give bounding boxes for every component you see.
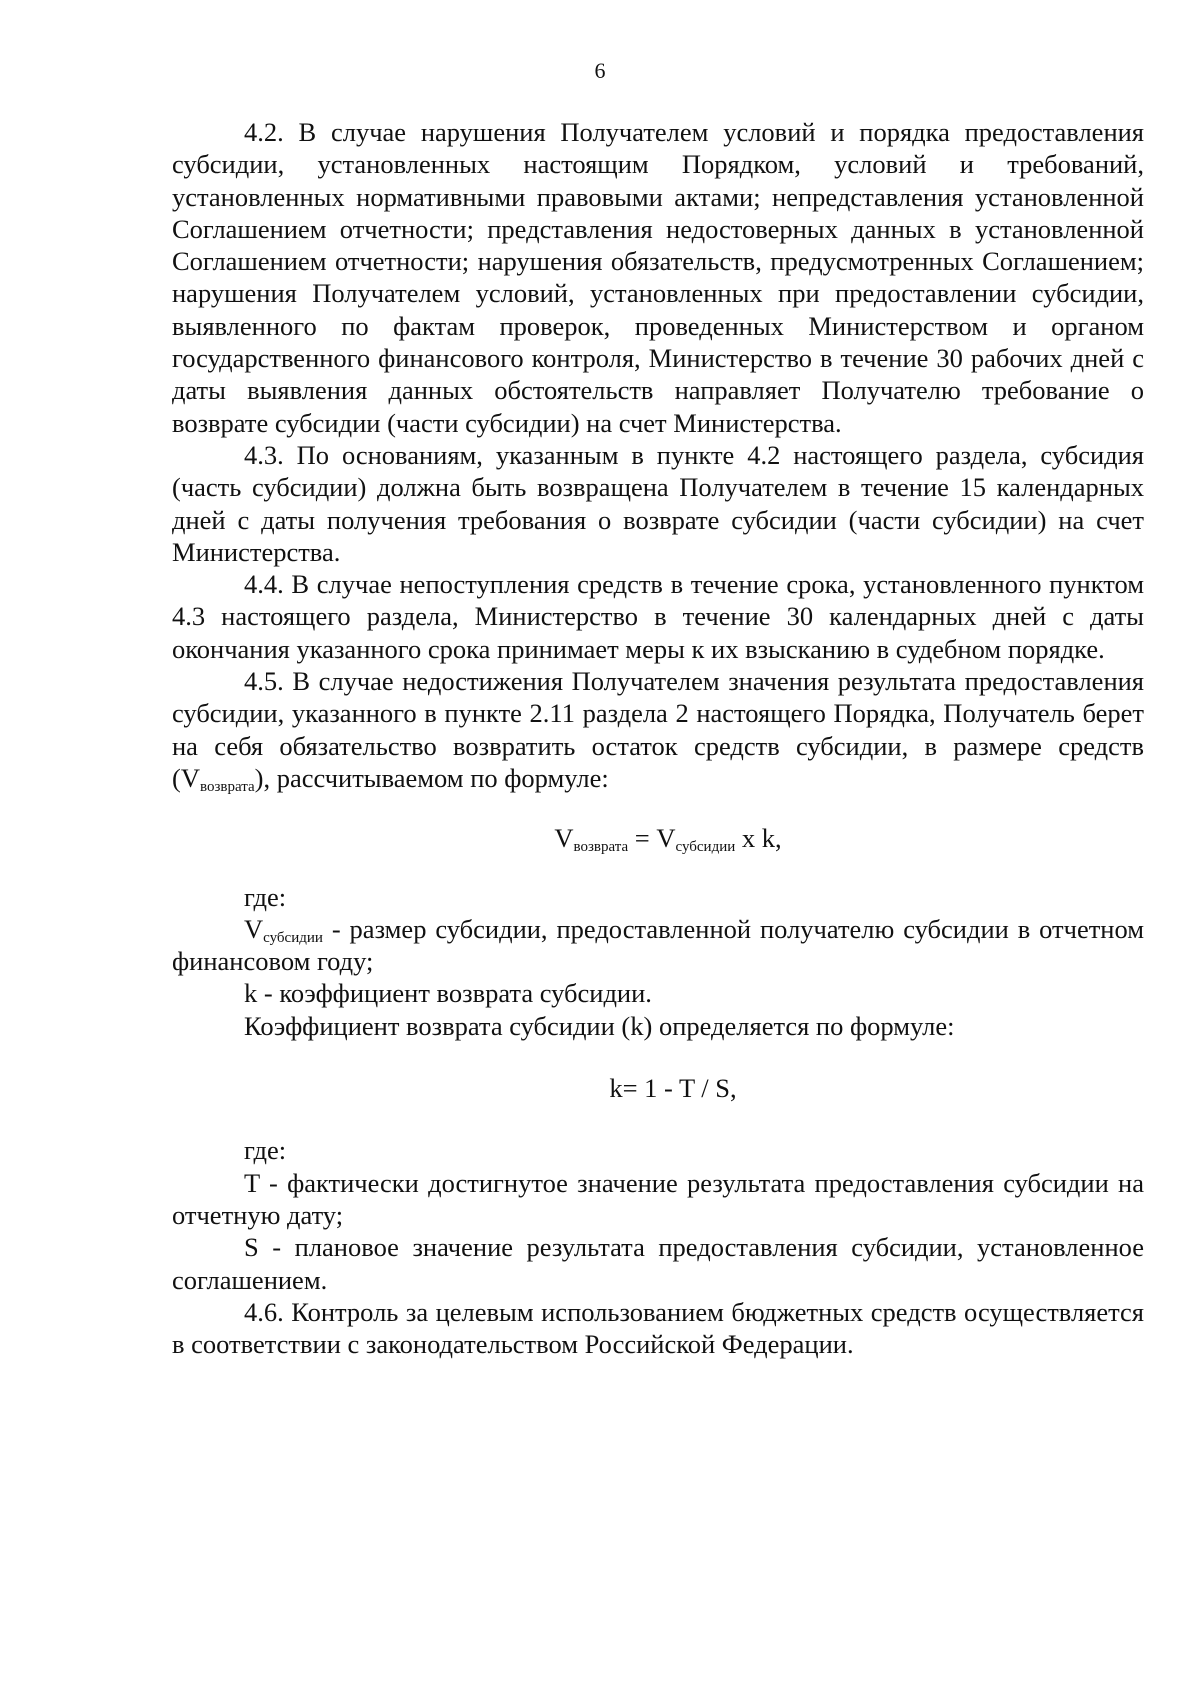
definition-v-text: - размер субсидии, предоставленной получателю субсидии в отчетном финансовом году; — [172, 913, 1144, 977]
formula-sub-return: возврата — [573, 839, 629, 856]
paragraph-4-5-text: 4.5. В случае недостижения Получателем значения результата предоставления субсидии, указанного в пункте 2.11 раздела 2 настоящего Порядка, Получатель берет на себя обязательство возвратить остаток средств субсидии, в размере средств (V — [172, 666, 1144, 793]
definition-v-subscript: субсидии — [263, 929, 323, 946]
paragraph-4-5-subscript: возврата — [199, 778, 255, 795]
definition-v-symbol: V — [244, 913, 264, 944]
document-body — [172, 116, 1144, 1360]
paragraph-4-5-tail: ), рассчитываемом по формуле: — [254, 762, 609, 793]
paragraph-4-6: 4.6. Контроль за целевым использованием бюджетных средств осуществляется в соответствии с законодательством Российской Федерации. — [172, 1296, 1144, 1360]
definition-k: k - коэффициент возврата субсидии. — [244, 978, 652, 1009]
definition-v-subsidy — [172, 913, 1144, 978]
definition-t: T - фактически достигнутое значение результата предоставления субсидии на отчетную дату; — [172, 1167, 1144, 1230]
formula-sub-subsidy: субсидии — [675, 839, 736, 856]
formula-equals: = V — [628, 823, 676, 854]
page-number: 6 — [594, 58, 606, 83]
where-label-2: где: — [244, 1135, 287, 1166]
formula-coefficient: k= 1 - T / S, — [609, 1073, 737, 1104]
paragraph-4-5 — [172, 665, 1144, 794]
formula-v: V — [554, 823, 574, 854]
formula-return-amount — [172, 822, 1144, 854]
paragraph-4-2: 4.2. В случае нарушения Получателем условий и порядка предоставления субсидии, установленных настоящим Порядком, условий и требований, установленных нормативными правовыми актами; непредставления установленной Соглашением отчетности; представления недостоверных данных в установленной Соглашением отчетности; нарушения обязательств, предусмотренных Соглашением; нарушения Получателем условий, установленных при предоставлении субсидии, выявленного по фактам проверок, проведенных Министерством и органом государственного финансового контроля, Министерство в течение 30 рабочих дней с даты выявления данных обстоятельств направляет Получателю требование о возврате субсидии (части субсидии) на счет Министерства. — [172, 117, 1144, 438]
definition-s: S - плановое значение результата предоставления субсидии, установленное соглашением. — [172, 1232, 1144, 1295]
where-label-1: где: — [244, 881, 287, 912]
paragraph-4-4: 4.4. В случае непоступления средств в течение срока, установленного пунктом 4.3 настоящего раздела, Министерство в течение 30 календарных дней с даты окончания указанного срока принимает меры к их взысканию в судебном порядке. — [172, 569, 1144, 664]
formula-rest: x k, — [735, 823, 782, 854]
paragraph-4-3: 4.3. По основаниям, указанным в пункте 4.2 настоящего раздела, субсидия (часть субсидии) должна быть возвращена Получателем в течение 15 календарных дней с даты получения требования о возврате субсидии (части субсидии) на счет Министерства. — [172, 439, 1144, 567]
coefficient-intro: Коэффициент возврата субсидии (k) определяется по формуле: — [244, 1010, 955, 1041]
